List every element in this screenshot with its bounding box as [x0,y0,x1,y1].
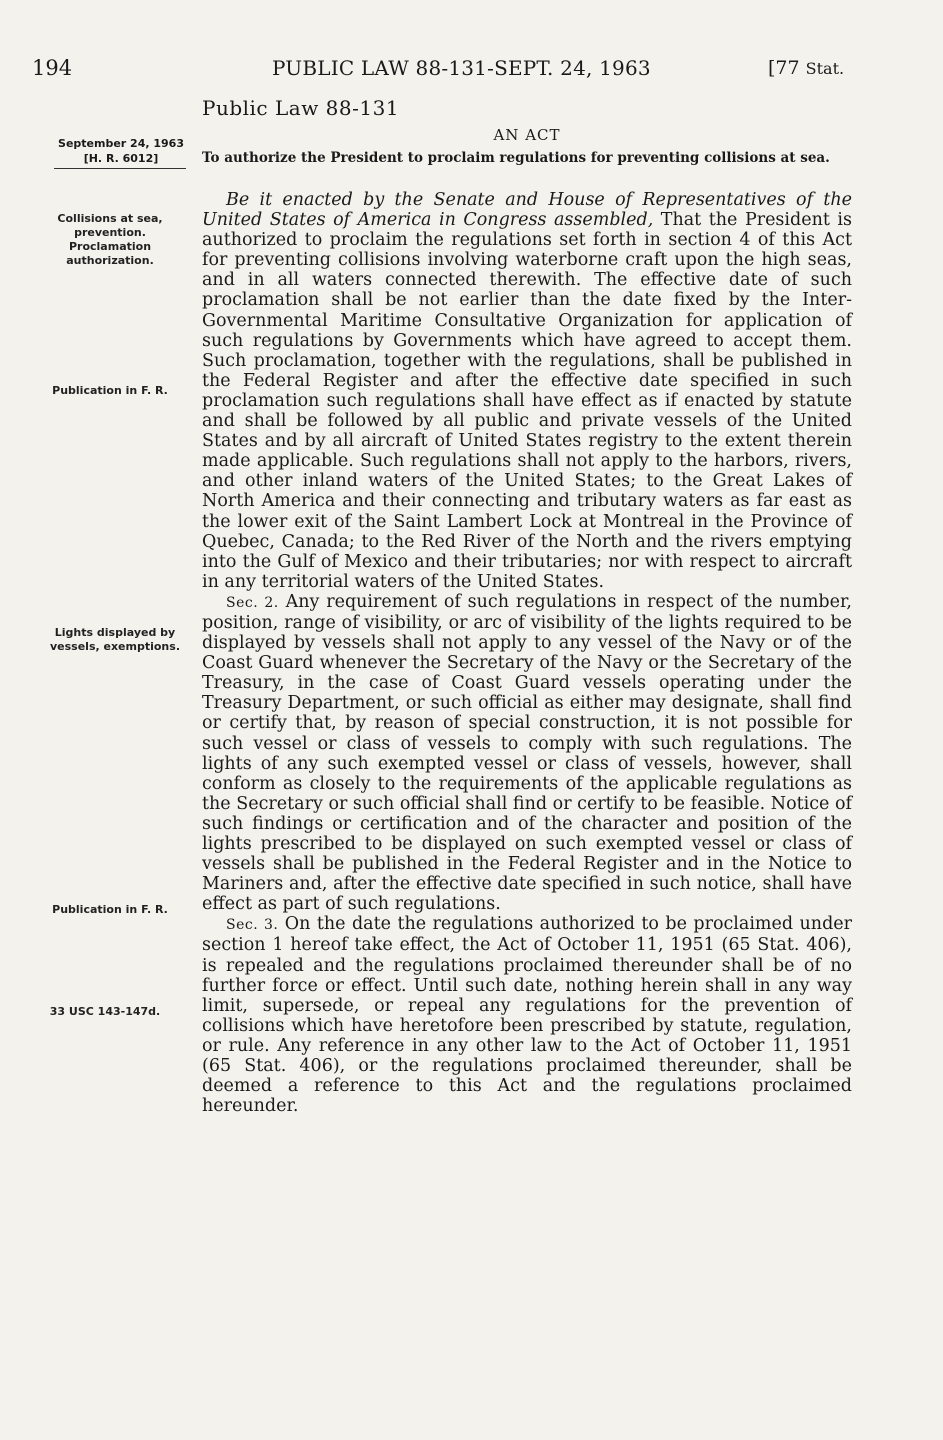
section-3 [202,914,852,1116]
statute-reference-word: Stat. [805,59,845,78]
margin-note-publication-2: Publication in F. R. [52,903,168,916]
section-1 [202,190,852,592]
section-2-label: Sec. 2. [226,594,279,611]
statute-reference-open: [77 [768,57,806,79]
enactment-date-note [54,136,188,166]
section-3-text: On the date the regulations authorized to be proclaimed under section 1 hereof take effect, the Act of October 11, 1951 (65 Stat. 406), is repealed and the regulations proclaimed thereunder shall be of no further force or effect. Until such date, nothing herein shall in any way limit, supersede, or repeal any regulations for the prevention of collisions which have heretofore been prescribed by statute, regulation, or rule. Any reference in any other law to the Act of October 11, 1951 (65 Stat. 406), or the regulations proclaimed thereunder, shall be deemed a reference to this Act and the regulations proclaimed hereunder. [202,914,852,1117]
act-purpose: To authorize the President to proclaim regulations for preventing collisions at sea. [202,150,830,166]
margin-note-lights: Lights displayed by vessels, exemptions. [49,626,180,653]
section-2 [202,592,852,915]
margin-note-usc: 33 USC 143-147d. [49,1005,161,1018]
running-title: PUBLIC LAW 88-131-SEPT. 24, 1963 [272,56,651,80]
section-3-label: Sec. 3. [226,917,279,934]
act-body [202,190,852,1116]
page-number: 194 [32,56,73,80]
margin-note-publication-1: Publication in F. R. [52,384,168,397]
enacting-clause: Be it enacted by the Senate and House of Representatives of the United States of America in Congress assembled, [202,190,852,231]
act-label: AN ACT [493,126,561,144]
margin-note-collisions: Collisions at sea, prevention. Proclamation authorization. [57,212,163,267]
statute-reference [768,57,844,79]
enactment-date: September 24, 1963 [58,137,184,150]
bill-number: [H. R. 6012] [83,152,159,165]
section-1-text: That the President is authorized to proclaim the regulations set forth in section 4 of this Act for preventing collisions involving waterborne craft upon the high seas, and in all waters connected therewith. The effective date of such proclamation shall be not earlier than the date fixed by the Inter-Governmental Maritime Consultative Organization for application of such regulations by Governments which have agreed to accept them. Such proclamation, together with the regulations, shall be published in the Federal Register and after the effective date specified in such proclamation such regulations shall have effect as if enacted by statute and shall be followed by all public and private vessels of the United States and by all aircraft of United States registry to the extent therein made applicable. Such regulations shall not apply to the harbors, rivers, and other inland waters of the United States; to the Great Lakes of North America and their connecting and tributary waters as far east as the lower exit of the Saint Lambert Lock at Montreal in the Province of Quebec, Canada; to the Red River of the North and the rivers emptying into the Gulf of Mexico and their tributaries; nor with respect to aircraft in any territorial waters of the United States. [202,210,852,592]
public-law-title: Public Law 88-131 [202,96,400,120]
margin-divider [54,168,186,169]
section-2-text: Any requirement of such regulations in respect of the number, position, range of visibility, or arc of visibility of the lights required to be displayed by vessels shall not apply to any vessel of the Navy or of the Coast Guard whenever the Secretary of the Navy or the Secretary of the Treasury, in the case of Coast Guard vessels operating under the Treasury Department, or such official as either may designate, shall find or certify that, by reason of special construction, it is not possible for such vessel or class of vessels to comply with such regulations. The lights of any such exempted vessel or class of vessels, however, shall conform as closely to the requirements of the applicable regulations as the Secretary or such official shall find or certify to be feasible. Notice of such findings or certification and of the character and position of the lights prescribed to be displayed on such exempted vessel or class of vessels shall be published in the Federal Register and in the Notice to Mariners and, after the effective date specified in such notice, shall have effect as part of such regulations. [202,591,852,915]
